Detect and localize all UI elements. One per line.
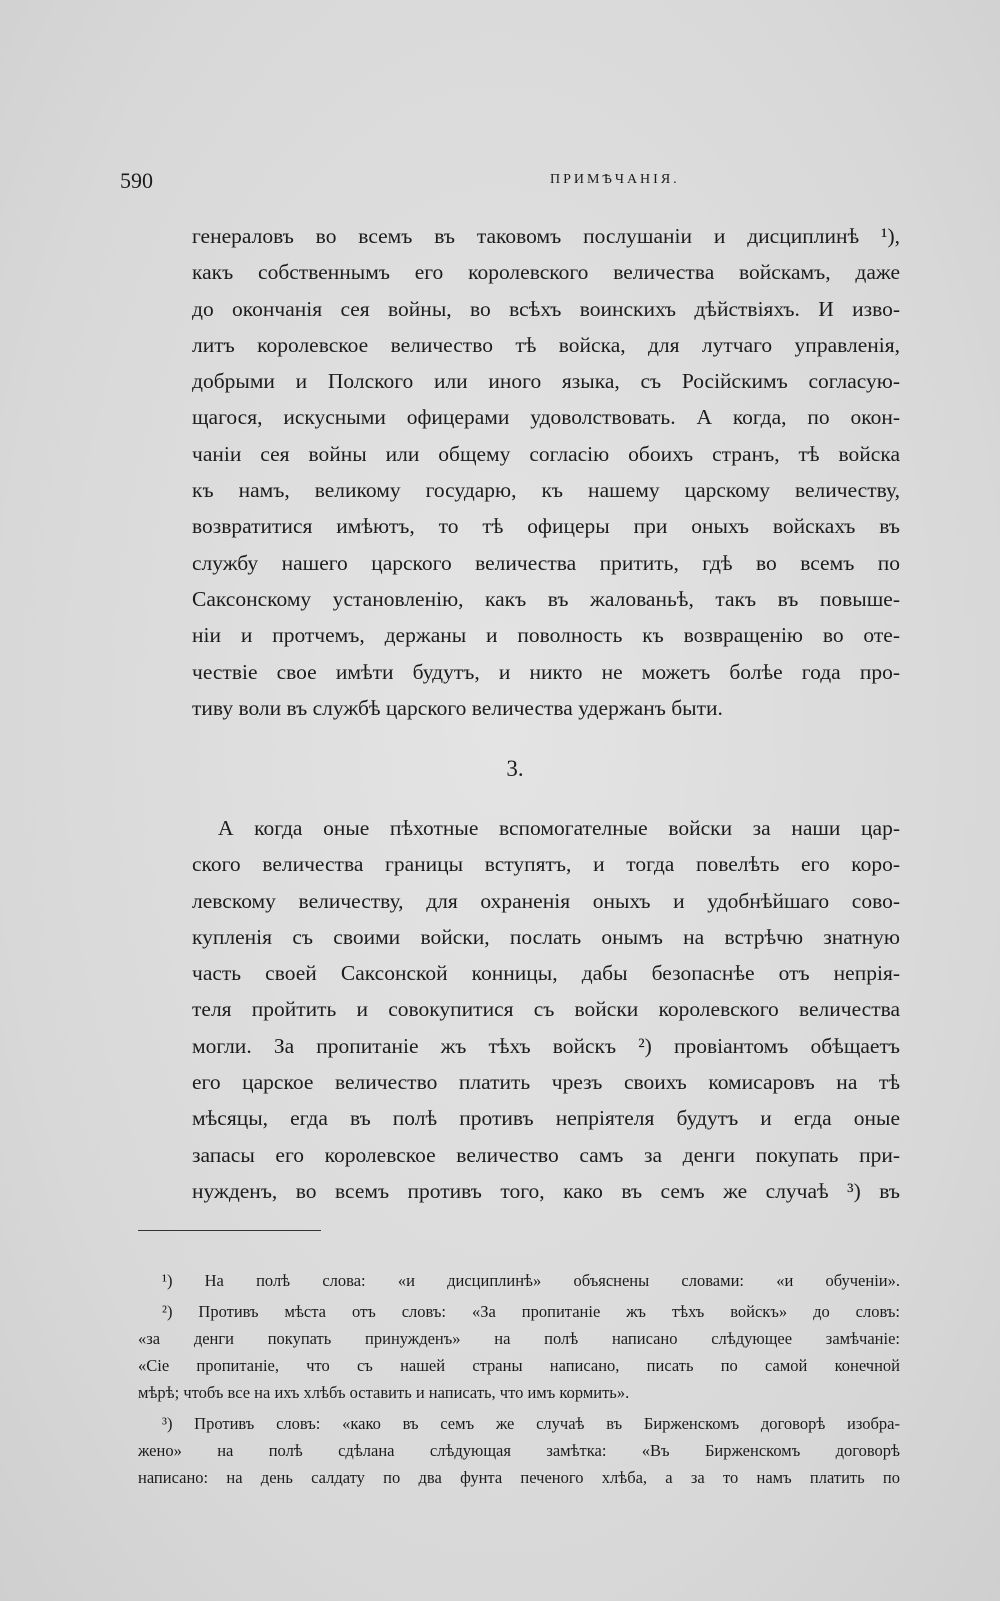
text-line: къ намъ, великому государю, къ нашему царскому величеству, [192,478,900,503]
text-line: его царское величество платить чрезъ своихъ комисаровъ на тѣ [192,1070,900,1095]
text-line: добрыми и Полского или иного языка, съ Російскимъ согласую- [192,369,900,394]
footnote-line: ²) Противъ мѣста отъ словъ: «За пропитаніе жъ тѣхъ войскъ» до словъ: [162,1302,900,1321]
footnote-line: ¹) На полѣ слова: «и дисциплинѣ» объяснены словами: «и обученіи». [162,1271,900,1290]
footnote-line: «за денги покупать принужденъ» на полѣ написано слѣдующее замѣчаніе: [138,1329,900,1348]
footnote-line: мѣрѣ; чтобъ все на ихъ хлѣбъ оставить и написать, что имъ кормить». [138,1383,630,1402]
text-line: нужденъ, во всемъ противъ того, како въ семъ же случаѣ ³) въ [192,1178,900,1203]
text-line: мѣсяцы, егда въ полѣ противъ непріятеля будутъ и егда оные [192,1106,900,1131]
text-line: щагося, искусными офицерами удоволствовать. А когда, по окон- [192,405,900,430]
text-line: какъ собственнымъ его королевского величества войскамъ, даже [192,260,900,285]
text-line: теля пройтить и совокупитися съ войски королевского величества [192,997,900,1022]
text-line: запасы его королевское величество самъ за денги покупать при- [192,1142,900,1167]
text-line: ніи и протчемъ, держаны и поволность къ возвращенію во оте- [192,623,900,648]
text-line: часть своей Саксонской конницы, дабы безопаснѣе отъ непрія- [192,961,900,986]
text-line: возвратитися имѣютъ, то тѣ офицеры при оныхъ войскахъ въ [192,514,900,539]
body-paragraph-2 [192,810,900,1209]
footnote-line: жено» на полѣ сдѣлана слѣдующая замѣтка: «Въ Бирженскомъ договорѣ [138,1441,900,1460]
text-line: службу нашего царского величества притить, гдѣ во всемъ по [192,550,900,575]
text-line: левскому величеству, для охраненія оныхъ и удобнѣйшаго сово- [192,888,900,913]
text-line: ского величества границы вступятъ, и тогда повелѣть его коро- [192,852,900,877]
text-line: А когда оные пѣхотные вспомогателные войски за наши цар- [218,816,900,840]
page-number: 590 [120,168,153,193]
running-title: ПРИМѢЧАНІЯ. [550,172,680,187]
footnote-line: написано: на день салдату по два фунта печеного хлѣба, а за то намъ платить по [138,1468,900,1487]
section-number: 3. [506,756,524,781]
text-line: Саксонскому установленію, какъ въ жалованьѣ, такъ въ повыше- [192,586,900,611]
text-line: чествіе свое имѣти будутъ, и никто не можетъ болѣе года про- [192,659,900,684]
text-line: литъ королевское величество тѣ войска, для лутчаго управленія, [192,332,900,357]
text-line: до окончанія сея войны, во всѣхъ воинскихъ дѣйствіяхъ. И изво- [192,296,900,321]
footnote-line: «Сіе пропитаніе, что съ нашей страны написано, писать по самой конечной [138,1356,900,1375]
text-line: могли. За пропитаніе жъ тѣхъ войскъ ²) провіантомъ обѣщаетъ [192,1033,900,1058]
page-header [120,168,890,198]
footnote-divider [138,1230,321,1231]
body-paragraph-1 [192,218,900,726]
text-line: купленія съ своими войски, послать онымъ на встрѣчю знатную [192,924,900,949]
text-line: тиву воли въ службѣ царского величества удержанъ быти. [192,695,723,720]
text-line: генераловъ во всемъ въ таковомъ послушаніи и дисциплинѣ ¹), [192,224,900,248]
text-line: чаніи сея войны или общему согласію обоихъ странъ, тѣ войска [192,441,900,466]
footnotes [138,1267,900,1491]
footnote-line: ³) Противъ словъ: «како въ семъ же случаѣ въ Бирженскомъ договорѣ изобра- [162,1414,900,1433]
